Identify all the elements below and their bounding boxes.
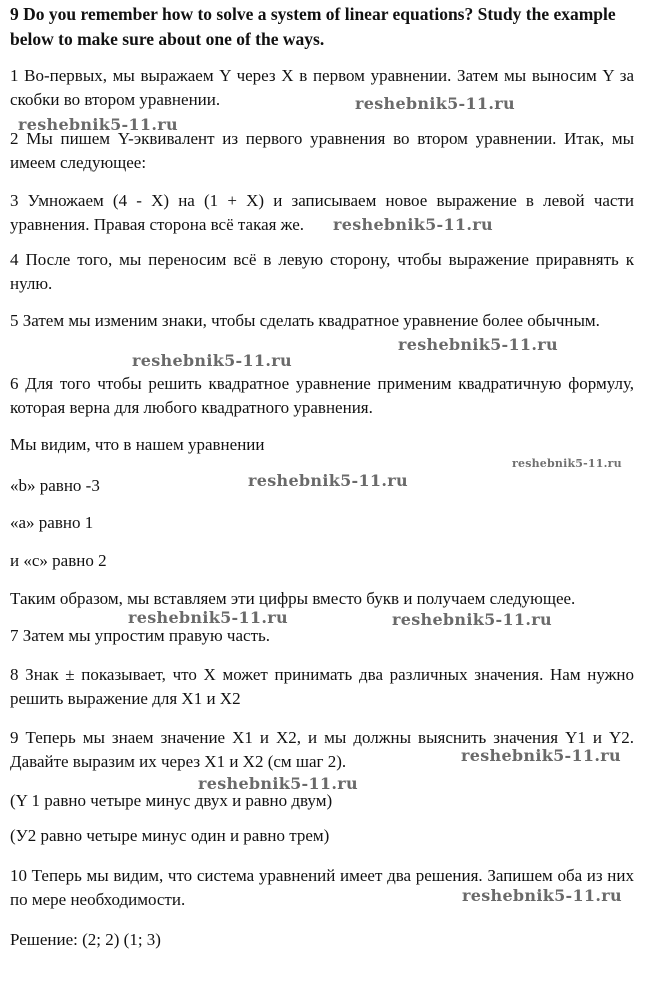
substitution-text: Таким образом, мы вставляем эти цифры вместо букв и получаем следующее.: [10, 589, 576, 608]
solution-text: Решение: (2; 2) (1; 3): [10, 930, 161, 949]
watermark-text: reshebnik5-11.ru: [18, 115, 178, 134]
step-3-text: 3 Умножаем (4 - X) на (1 + X) и записываем новое выражение в левой части уравнения. Правая сторона всё такая же.: [10, 191, 634, 234]
watermark-text: reshebnik5-11.ru: [355, 94, 515, 113]
watermark-text: reshebnik5-11.ru: [333, 215, 493, 234]
coefficient-a: «а» равно 1: [10, 513, 94, 532]
step-2-text: 2 Мы пишем Y-эквивалент из первого уравнения во втором уравнении. Итак, мы имеем следующее:: [10, 129, 634, 172]
step-4-text: 4 После того, мы переносим всё в левую сторону, чтобы выражение приравнять к нулю.: [10, 250, 634, 293]
watermark-text: reshebnik5-11.ru: [512, 457, 622, 470]
watermark-text: reshebnik5-11.ru: [198, 774, 358, 793]
watermark-text: reshebnik5-11.ru: [248, 471, 408, 490]
watermark-text: reshebnik5-11.ru: [462, 886, 622, 905]
watermark-text: reshebnik5-11.ru: [392, 610, 552, 629]
step-6-text: 6 Для того чтобы решить квадратное уравнение применим квадратичную формулу, которая верна для любого квадратного уравнения.: [10, 374, 634, 417]
y1-value-text: (Y 1 равно четыре минус двух и равно двум): [10, 791, 333, 810]
step-1-text: 1 Во-первых, мы выражаем Y через X в первом уравнении. Затем мы выносим Y за скобки во втором уравнении.: [10, 66, 634, 109]
document-page: [10, 0, 634, 988]
coefficients-intro: Мы видим, что в нашем уравнении: [10, 435, 265, 454]
coefficient-b: «b» равно -3: [10, 476, 100, 495]
step-10-text: 10 Теперь мы видим, что система уравнений имеет два решения. Запишем оба из них по мере необходимости.: [10, 866, 634, 909]
step-8-text: 8 Знак ± показывает, что X может принимать два различных значения. Нам нужно решить выражение для X1 и X2: [10, 665, 634, 708]
watermark-text: reshebnik5-11.ru: [128, 608, 288, 627]
coefficient-c: и «с» равно 2: [10, 551, 107, 570]
watermark-text: reshebnik5-11.ru: [132, 351, 292, 370]
exercise-heading: 9 Do you remember how to solve a system of linear equations? Study the example below to make sure about one of the ways.: [10, 4, 616, 49]
y2-value-text: (У2 равно четыре минус один и равно трем): [10, 826, 330, 845]
watermark-text: reshebnik5-11.ru: [461, 746, 621, 765]
watermark-text: reshebnik5-11.ru: [398, 335, 558, 354]
step-9-text: 9 Теперь мы знаем значение X1 и X2, и мы должны выяснить значения Y1 и Y2. Давайте выразим их через X1 и X2 (см шаг 2).: [10, 728, 634, 771]
step-5-text: 5 Затем мы изменим знаки, чтобы сделать квадратное уравнение более обычным.: [10, 311, 600, 330]
step-7-text: 7 Затем мы упростим правую часть.: [10, 626, 270, 645]
